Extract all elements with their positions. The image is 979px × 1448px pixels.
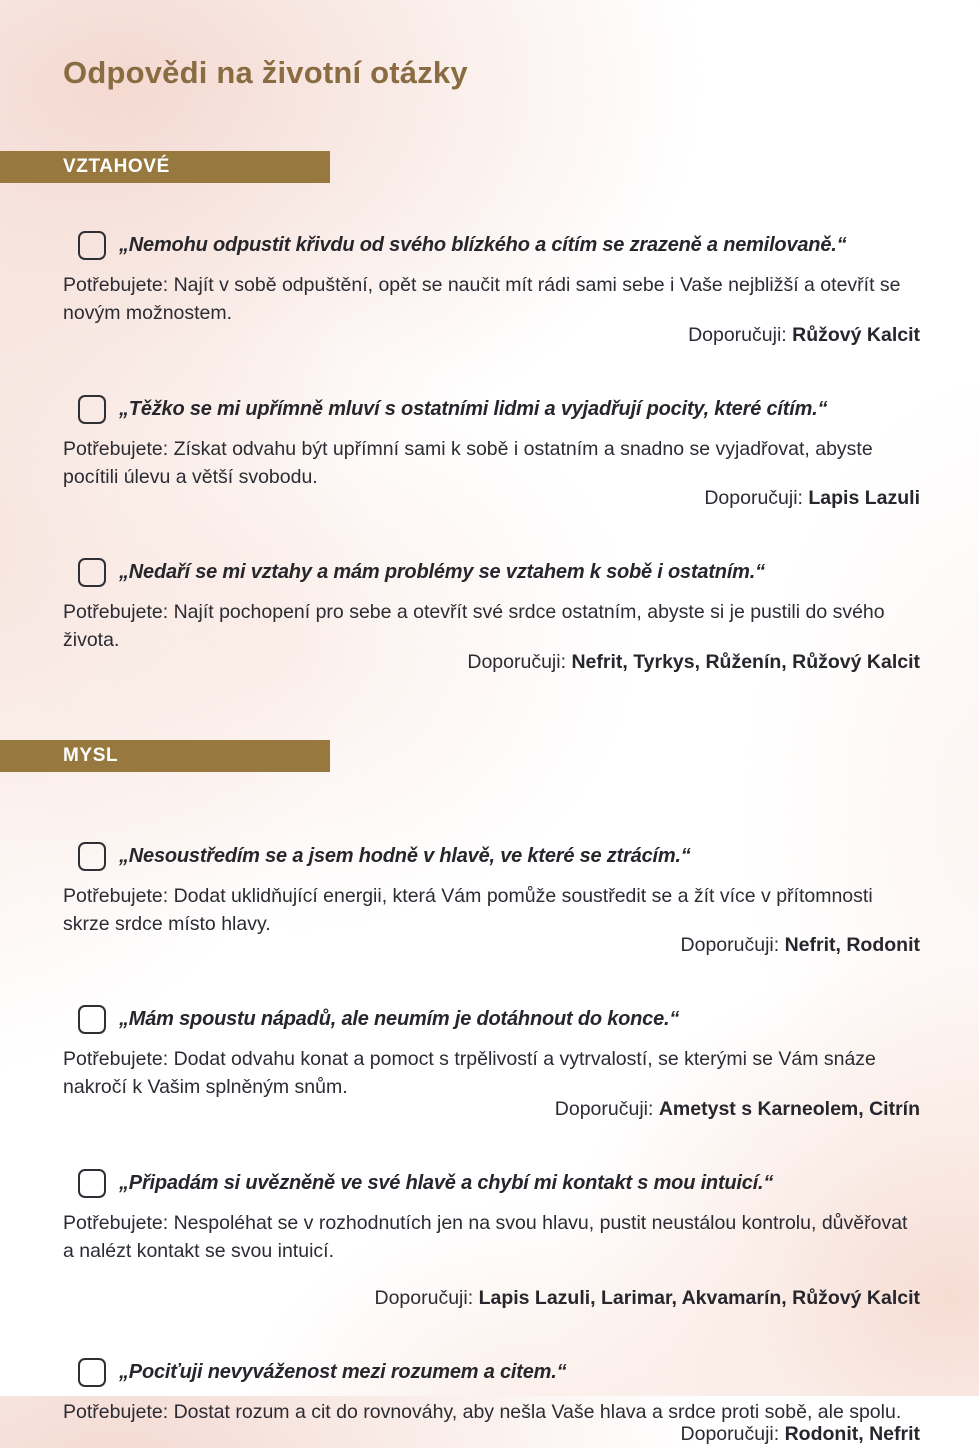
checkbox-icon[interactable] [78, 1358, 106, 1387]
need-label: Potřebujete: [63, 1048, 169, 1070]
quote-text: „Nedaří se mi vztahy a mám problémy se vztahem k sobě i ostatním.“ [119, 561, 765, 583]
question-item [63, 842, 920, 960]
recommend-label: Doporučuji: [374, 1287, 474, 1309]
checkbox-icon[interactable] [78, 231, 106, 260]
need-body: Najít v sobě odpuštění, opět se naučit mít rádi sami sebe i Vaše nejbližší a otevřít se novým možnostem. [63, 274, 901, 324]
need-body: Získat odvahu být upřímní sami k sobě i ostatním a snadno se vyjadřovat, abyste pocítili úlevu a větší svobodu. [63, 437, 873, 488]
checkbox-icon[interactable] [78, 395, 106, 424]
need-label: Potřebujete: [63, 437, 169, 460]
section-label: VZTAHOVÉ [63, 156, 170, 177]
question-item [63, 558, 920, 676]
recommend-label: Doporučuji: [467, 650, 567, 673]
section-items-mysl [63, 842, 920, 1448]
recommend-line [63, 1284, 920, 1312]
quote-text: „Pociťuji nevyváženost mezi rozumem a citem.“ [119, 1361, 567, 1383]
recommend-stones: Růžový Kalcit [792, 323, 920, 346]
quote-text: „Mám spoustu nápadů, ale neumím je dotáhnout do konce.“ [119, 1008, 680, 1030]
need-body: Najít pochopení pro sebe a otevřít své srdce ostatním, abyste si je pustili do svého života. [63, 601, 885, 651]
need-label: Potřebujete: [63, 274, 169, 296]
question-item [63, 395, 920, 513]
recommend-stones: Rodonit, Nefrit [784, 1422, 920, 1445]
recommend-label: Doporučuji: [688, 323, 787, 346]
need-body: Dodat uklidňující energii, která Vám pomůže soustředit se a žít více v přítomnosti skrze srdce místo hlavy. [63, 884, 873, 935]
section-label: MYSL [63, 744, 119, 766]
quote-text: „Nemohu odpustit křivdu od svého blízkého a cítím se zrazeně a nemilovaně.“ [119, 234, 847, 256]
recommend-stones: Ametyst s Karneolem, Citrín [658, 1097, 920, 1120]
quote-row [63, 231, 920, 260]
checkbox-icon[interactable] [78, 1005, 106, 1034]
need-text [63, 1209, 908, 1265]
checkbox-icon[interactable] [78, 558, 106, 587]
checkbox-icon[interactable] [78, 1169, 106, 1198]
need-body: Dostat rozum a cit do rovnováhy, aby nešla Vaše hlava a srdce proti sobě, ale spolu. [173, 1401, 902, 1423]
question-item [63, 1358, 920, 1448]
recommend-stones: Lapis Lazuli [808, 487, 920, 509]
need-body: Dodat odvahu konat a pomoct s trpělivostí a vytrvalostí, se kterými se Vám snáze nakročí k Vašim splněným snům. [63, 1048, 876, 1098]
need-text [63, 435, 908, 491]
quote-text: „Připadám si uvězněně ve své hlavě a chybí mi kontakt s mou intuicí.“ [119, 1171, 774, 1194]
need-label: Potřebujete: [63, 601, 169, 623]
recommend-stones: Lapis Lazuli, Larimar, Akvamarín, Růžový Kalcit [478, 1287, 920, 1309]
need-text [63, 598, 908, 654]
section-items-vztahove [63, 231, 920, 676]
recommend-stones: Nefrit, Tyrkys, Růženín, Růžový Kalcit [571, 650, 920, 673]
recommend-label: Doporučuji: [704, 487, 803, 509]
section-header-mysl [0, 740, 330, 772]
checkbox-icon[interactable] [78, 842, 106, 871]
quote-row [63, 1358, 920, 1387]
recommend-label: Doporučuji: [680, 934, 780, 956]
quote-row [63, 1169, 920, 1198]
quote-row [63, 395, 920, 424]
recommend-label: Doporučuji: [680, 1422, 780, 1445]
recommend-line [63, 648, 920, 676]
quote-row [63, 842, 920, 871]
section-header-vztahove [0, 151, 330, 183]
need-text [63, 882, 908, 938]
need-body: Nespoléhat se v rozhodnutích jen na svou hlavu, pustit neustálou kontrolu, důvěřovat a nalézt kontakt se svou intuicí. [63, 1211, 908, 1262]
quote-text: „Těžko se mi upřímně mluví s ostatními lidmi a vyjadřují pocity, které cítím.“ [119, 397, 828, 420]
need-text [63, 271, 908, 327]
need-label: Potřebujete: [63, 1211, 169, 1234]
quote-text: „Nesoustředím se a jsem hodně v hlavě, ve které se ztrácím.“ [119, 844, 691, 867]
need-text [63, 1045, 908, 1101]
need-label: Potřebujete: [63, 1401, 169, 1423]
question-item [63, 1005, 920, 1123]
quote-row [63, 1005, 920, 1034]
quote-row [63, 558, 920, 587]
page-title: Odpovědi na životní otázky [63, 55, 468, 90]
recommend-stones: Nefrit, Rodonit [784, 934, 920, 956]
question-item [63, 1169, 920, 1313]
need-label: Potřebujete: [63, 884, 169, 907]
question-item [63, 231, 920, 349]
recommend-label: Doporučuji: [554, 1097, 654, 1120]
